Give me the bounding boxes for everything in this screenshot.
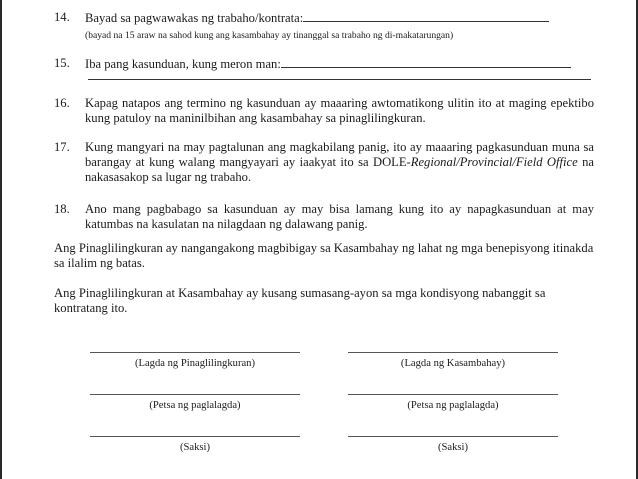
- clause-18: [54, 202, 594, 232]
- clause-text: Iba pang kasunduan, kung meron man:: [85, 57, 281, 71]
- employer-date-line: [90, 394, 300, 395]
- clause-text: Ano mang pagbabago sa kasunduan ay may bisa lamang kung ito ay napagkasunduan at may katumbas na kasulatan na nilagdaan ng dalawang panig.: [85, 202, 594, 231]
- clause-16: [54, 96, 594, 126]
- helper-signature-line: [348, 352, 558, 353]
- witness-1-label: (Saksi): [179, 442, 210, 453]
- clause-text: Bayad sa pagwawakas ng trabaho/kontrata:: [85, 11, 304, 25]
- clause-number: 15.: [54, 56, 70, 70]
- clause-text: Kapag natapos ang termino ng kasunduan ay maaaring awtomatikong ulitin ito at maging epektibo kung patuloy na maninilbihan ang kasambahay sa pinaglilingkuran.: [85, 96, 594, 125]
- witness-1-line: [90, 436, 300, 437]
- fill-in-line: [88, 79, 591, 80]
- clause-number: 16.: [54, 96, 70, 110]
- clause-14: [54, 10, 594, 43]
- employer-signature-line: [90, 352, 300, 353]
- helper-date-label: (Petsa ng paglalagda): [407, 400, 499, 411]
- clause-number: 18.: [54, 202, 70, 216]
- witness-2-line: [348, 436, 558, 437]
- benefits-paragraph: Ang Pinaglilingkuran ay nangangakong magbibigay sa Kasambahay ng lahat ng mga benepisyong itinakda sa ilalim ng batas.: [54, 241, 594, 270]
- helper-signature-label: (Lagda ng Kasambahay): [400, 358, 506, 369]
- clause-note: (bayad na 15 araw na sahod kung ang kasambahay ay tinanggal sa trabaho ng di-makatarungan): [85, 30, 454, 41]
- fill-in-blank: [303, 10, 549, 22]
- employer-date-label: (Petsa ng paglalagda): [149, 400, 241, 411]
- employer-signature-label: (Lagda ng Pinaglilingkuran): [134, 358, 256, 369]
- agreement-paragraph: Ang Pinaglilingkuran at Kasambahay ay kusang sumasang-ayon sa mga kondisyong nabanggit sa kontratang ito.: [54, 286, 546, 315]
- fill-in-blank: [281, 56, 571, 68]
- clause-15: [54, 56, 594, 72]
- witness-2-label: (Saksi): [437, 442, 468, 453]
- clause-number: 14.: [54, 10, 70, 24]
- clause-17: [54, 140, 594, 185]
- clause-text: Kung mangyari na may pagtalunan ang magkabilang panig, ito ay maaaring pagkasunduan muna sa barangay at kung walang mangyayari ay iaakyat ito sa DOLE-Regional/Provincial/Field Office na nakasasakop sa lugar ng trabaho.: [85, 140, 594, 184]
- clause-number: 17.: [54, 140, 70, 154]
- helper-date-line: [348, 394, 558, 395]
